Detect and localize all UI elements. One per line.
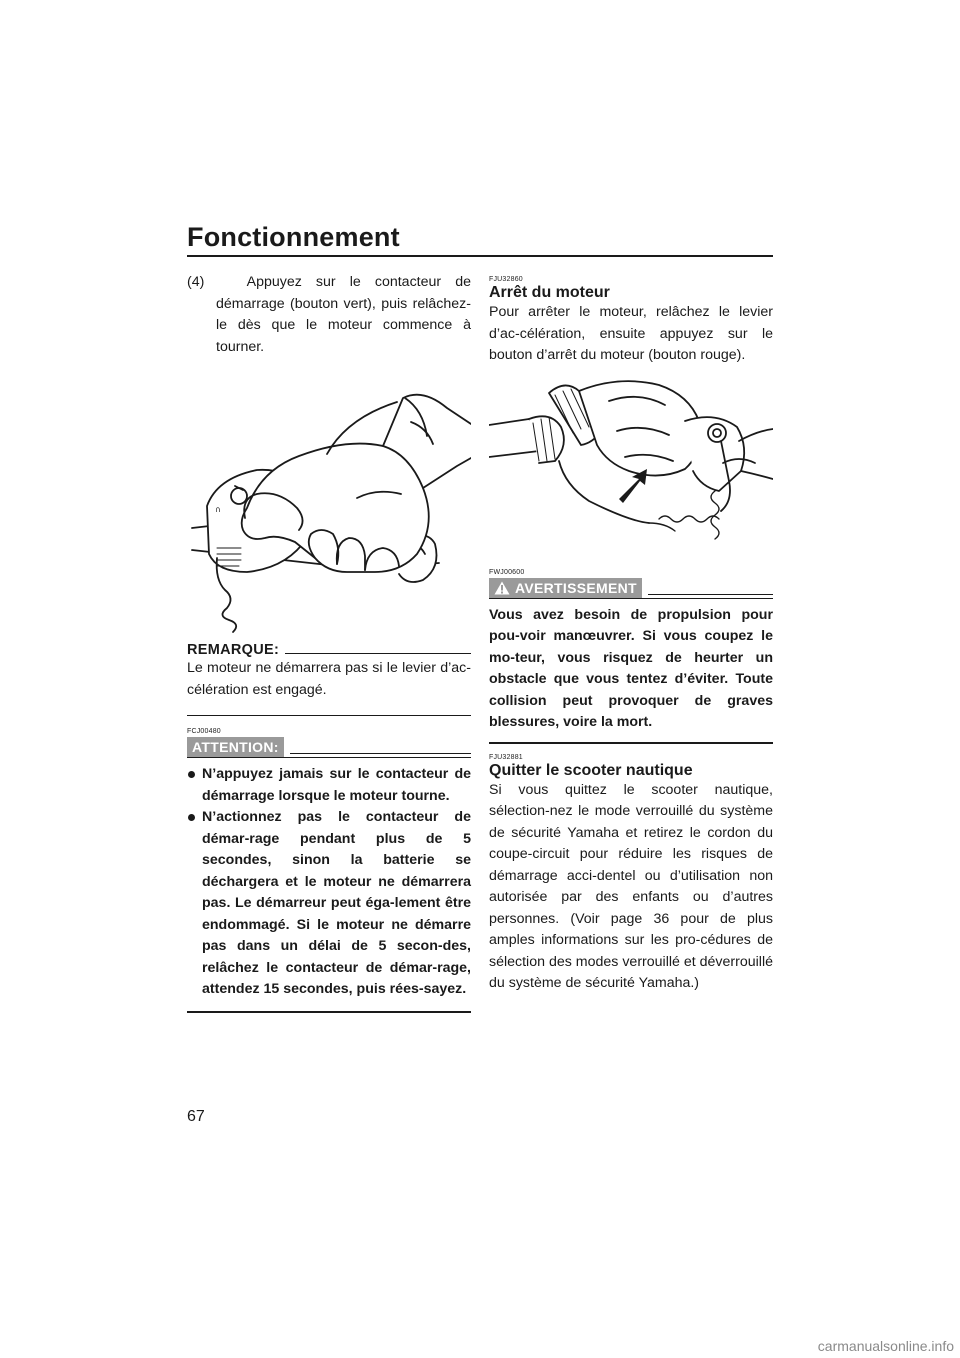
remarque-rule xyxy=(285,653,471,654)
illustration-stop-button xyxy=(489,371,773,559)
title-rule xyxy=(187,255,773,257)
arret-text: Pour arrêter le moteur, relâchez le levier d’ac-célération, ensuite appuyez sur le bouton d’arrêt du moteur (bouton rouge). xyxy=(489,304,773,363)
attention-code: FCJ00480 xyxy=(187,728,221,735)
warning-code: FWJ00600 xyxy=(489,568,525,576)
quitter-text: Si vous quittez le scooter nautique, sélection-nez le mode verrouillé du système de sécurité Yamaha et retirez le cordon du coupe-circuit pour réduire les risques de démarrage acci-dentel ou d’utilisation non autorisée par des enfants ou d’autres personnes. (Voir page 36 pour de plus amples informations sur les pro-cédures de sélection des modes verrouillé et déverrouillé du système de sécurité Yamaha.) xyxy=(489,781,773,991)
svg-text:∩: ∩ xyxy=(215,505,221,514)
remarque-label: REMARQUE: xyxy=(187,642,280,658)
warning-triangle-icon xyxy=(494,581,510,595)
step-4 xyxy=(187,272,471,358)
bullet-icon xyxy=(188,771,195,778)
warning-rule xyxy=(648,594,773,595)
warning-text: Vous avez besoin de propulsion pour pou-voir manœuvrer. Si vous coupez le mo-teur, vous risquez de heurter un obstacle que vous tentez d’éviter. Toute collision peut provoquer de graves blessures, voire la mort. xyxy=(489,606,773,730)
arret-code: FJU32860 xyxy=(489,276,523,283)
attention-list xyxy=(187,764,471,1001)
watermark[interactable]: carmanualsonline.info xyxy=(817,1338,954,1354)
warning-label: AVERTISSEMENT xyxy=(515,579,637,596)
warning-underline xyxy=(489,598,773,599)
quitter-heading: Quitter le scooter nautique xyxy=(489,761,693,779)
attention-item: N’actionnez pas le contacteur de démar-rage pendant plus de 5 secondes, sinon la batterie se déchargera et le moteur ne démarrera pas. Le démarreur peut éga-lement être endommagé. Si le moteur ne démarre pas dans un délai de 5 secon-des, relâchez le contacteur de démar-rage, attendez 15 secondes, puis rées-sayez. xyxy=(187,807,471,1001)
quitter-code: FJU32881 xyxy=(489,753,523,761)
remarque-header xyxy=(187,642,471,658)
page-title: Fonctionnement xyxy=(187,222,400,252)
hand-pressing-stop-button-illustration xyxy=(489,371,773,559)
attention-end-rule xyxy=(187,1011,471,1013)
step-text: Appuyez sur le contacteur de démarrage (bouton vert), puis relâchez-le dès que le moteur commence à tourner. xyxy=(216,274,471,355)
bullet-icon xyxy=(188,814,195,821)
page-number: 67 xyxy=(187,1108,205,1125)
attention-rule xyxy=(290,753,471,754)
step-number: (4) xyxy=(187,274,205,290)
arrow-icon xyxy=(619,469,647,503)
hand-pressing-start-button-illustration xyxy=(187,358,471,640)
warning-badge xyxy=(489,578,642,598)
attention-underline xyxy=(187,757,471,758)
arret-heading: Arrêt du moteur xyxy=(489,284,610,301)
left-column xyxy=(187,272,471,1013)
warning-end-rule xyxy=(489,742,773,744)
illustration-start-button xyxy=(187,358,471,640)
attention-header xyxy=(187,737,471,757)
attention-item: N’appuyez jamais sur le contacteur de démarrage lorsque le moteur tourne. xyxy=(187,764,471,807)
remarque-text: Le moteur ne démarrera pas si le levier d’ac-célération est engagé. xyxy=(187,660,471,698)
attention-badge: ATTENTION: xyxy=(187,737,284,757)
right-column xyxy=(489,276,773,995)
remarque-end-rule xyxy=(187,715,471,716)
warning-header xyxy=(489,578,773,598)
